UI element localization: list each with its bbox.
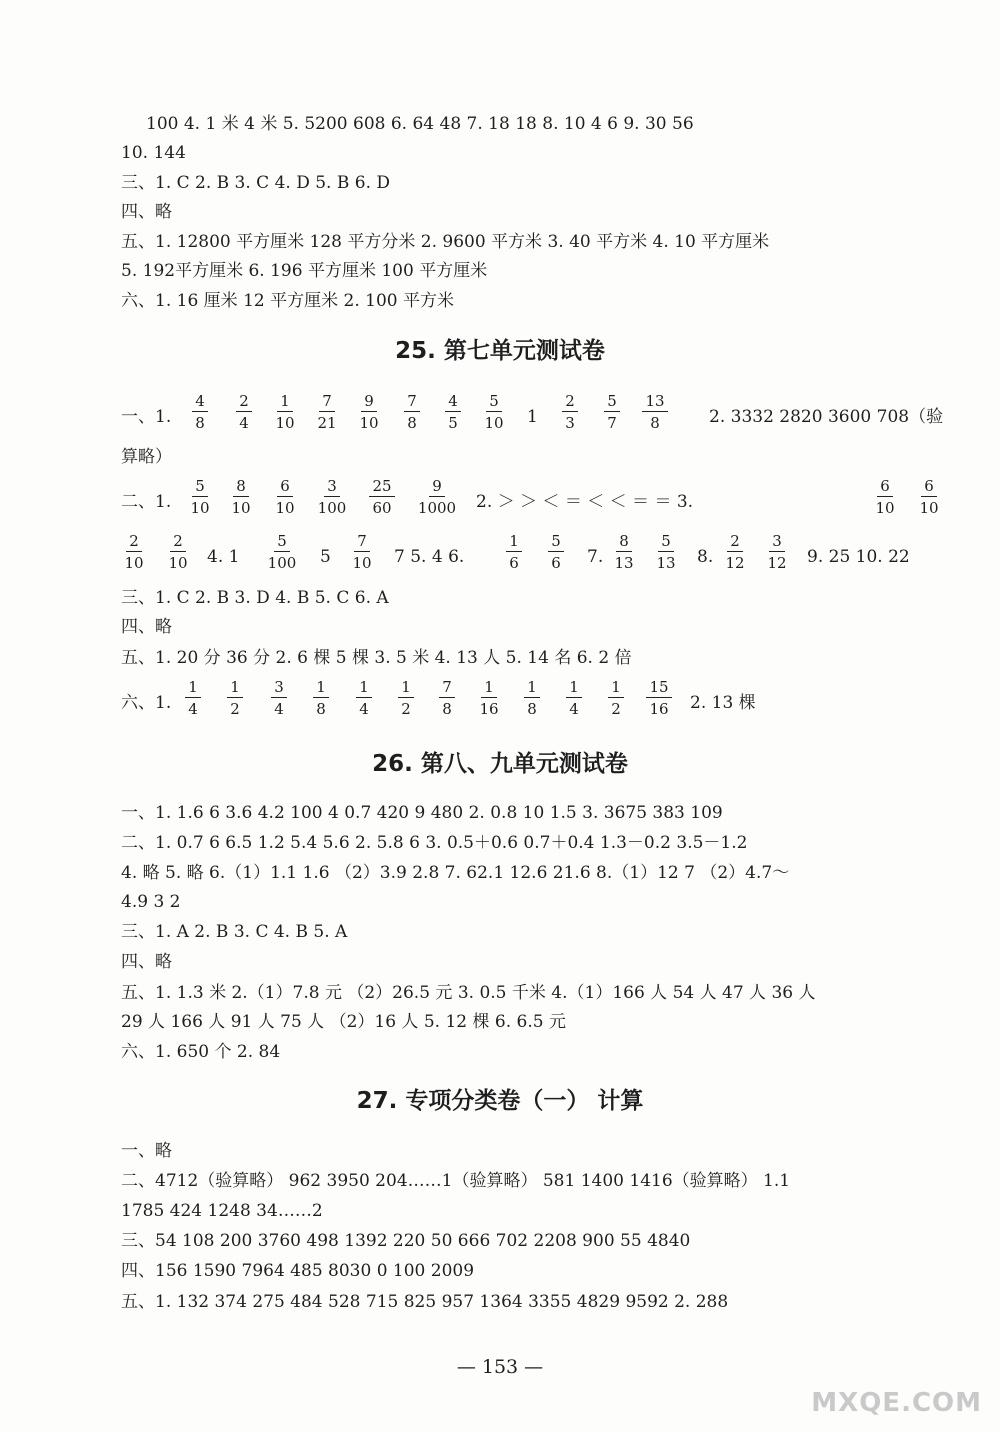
fraction-numerator: 7 — [439, 678, 455, 698]
fraction-numerator: 7 — [404, 392, 420, 412]
answer-line: 三、1. A 2. B 3. C 4. B 5. A — [121, 922, 348, 942]
fraction-numerator: 1 — [481, 678, 497, 698]
fraction-numerator: 4 — [445, 392, 461, 412]
answer-line: 五、1. 1.3 米 2.（1）7.8 元 （2）26.5 元 3. 0.5 千米 4.（1）166 人 54 人 47 人 36 人 — [121, 983, 816, 1003]
fraction — [365, 477, 399, 517]
answer-text: 7. — [587, 547, 604, 567]
fraction-numerator: 6 — [921, 477, 937, 497]
fraction-numerator: 1 — [277, 392, 293, 412]
fraction-numerator: 1 — [356, 678, 372, 698]
fraction-denominator: 13 — [614, 554, 634, 572]
fraction-denominator: 4 — [188, 700, 198, 718]
fraction-denominator: 16 — [479, 700, 499, 718]
answer-text: 2. ＞ ＞ ＜ ＝ ＜ ＜ ＝ ＝ 3. — [476, 492, 694, 512]
fraction — [176, 678, 210, 718]
fraction-denominator: 1000 — [417, 499, 457, 517]
answer-line: 五、1. 12800 平方厘米 128 平方分米 2. 9600 平方米 3. 40 平方米 4. 10 平方厘米 — [121, 232, 770, 252]
fraction-numerator: 7 — [354, 532, 370, 552]
fraction — [642, 678, 676, 718]
fraction-denominator: 8 — [650, 414, 660, 432]
fraction-denominator: 8 — [407, 414, 417, 432]
fraction-denominator: 10 — [875, 499, 895, 517]
fraction-denominator: 6 — [551, 554, 561, 572]
answer-line: 四、156 1590 7964 485 8030 0 100 2009 — [121, 1261, 475, 1281]
fraction-numerator: 2 — [170, 532, 186, 552]
answer-line: 六、1. 16 厘米 12 平方厘米 2. 100 平方米 — [121, 291, 454, 311]
answer-line: 四、略 — [121, 617, 172, 637]
fraction — [638, 392, 672, 432]
fraction-denominator: 10 — [484, 414, 504, 432]
fraction — [315, 477, 349, 517]
fraction-denominator: 8 — [195, 414, 205, 432]
fraction-numerator: 1 — [524, 678, 540, 698]
section-title: 27. 专项分类卷（一） 计算 — [356, 1088, 644, 1114]
fraction-denominator: 12 — [767, 554, 787, 572]
page-number: — 153 — — [456, 1356, 544, 1378]
fraction — [649, 532, 683, 572]
fraction-numerator: 1 — [185, 678, 201, 698]
answer-text: 2. 13 棵 — [690, 693, 756, 713]
fraction-denominator: 3 — [565, 414, 575, 432]
fraction-denominator: 60 — [372, 499, 392, 517]
answer-text: 8. — [697, 547, 714, 567]
watermark-logo: MXQE.COM — [811, 1388, 982, 1418]
fraction-numerator: 2 — [126, 532, 142, 552]
fraction — [183, 477, 217, 517]
answer-text: 1 — [527, 407, 538, 427]
fraction — [497, 532, 531, 572]
answer-line: 1785 424 1248 34……2 — [121, 1201, 323, 1221]
answer-line: 六、1. 650 个 2. 84 — [121, 1042, 281, 1062]
fraction-denominator: 8 — [316, 700, 326, 718]
answer-line: 三、1. C 2. B 3. D 4. B 5. C 6. A — [121, 588, 389, 608]
fraction-numerator: 1 — [398, 678, 414, 698]
fraction — [417, 477, 457, 517]
fraction-denominator: 2 — [401, 700, 411, 718]
fraction-denominator: 7 — [607, 414, 617, 432]
fraction — [515, 678, 549, 718]
answer-text: 4. 1 — [207, 547, 240, 567]
answer-line: 5. 192平方厘米 6. 196 平方厘米 100 平方厘米 — [121, 261, 488, 281]
fraction — [218, 678, 252, 718]
fraction-numerator: 5 — [274, 532, 290, 552]
fraction-numerator: 2 — [727, 532, 743, 552]
answer-line: 29 人 166 人 91 人 75 人 （2）16 人 5. 12 棵 6. 6.5 元 — [121, 1012, 566, 1032]
fraction-answer-row — [0, 530, 1000, 586]
answer-text: 9. 25 10. 22 — [807, 547, 910, 567]
fraction-denominator: 4 — [239, 414, 249, 432]
fraction — [262, 678, 296, 718]
fraction-numerator: 5 — [486, 392, 502, 412]
fraction-denominator: 6 — [509, 554, 519, 572]
fraction-denominator: 10 — [359, 414, 379, 432]
fraction-numerator: 1 — [506, 532, 522, 552]
fraction-denominator: 2 — [230, 700, 240, 718]
fraction-denominator: 10 — [124, 554, 144, 572]
fraction-answer-row — [0, 475, 1000, 531]
answer-text: 一、1. — [121, 407, 172, 427]
fraction — [268, 477, 302, 517]
answer-line: 三、54 108 200 3760 498 1392 220 50 666 702 2208 900 55 4840 — [121, 1231, 691, 1251]
fraction-numerator: 7 — [319, 392, 335, 412]
answer-text: 7 5. 4 6. — [394, 547, 465, 567]
fraction-numerator: 6 — [877, 477, 893, 497]
fraction — [268, 392, 302, 432]
section-title: 25. 第七单元测试卷 — [395, 338, 605, 364]
fraction-numerator: 1 — [313, 678, 329, 698]
answer-line: 五、1. 132 374 275 484 528 715 825 957 1364 3355 4829 9592 2. 288 — [121, 1292, 729, 1312]
fraction-numerator: 13 — [642, 392, 667, 412]
fraction-numerator: 5 — [548, 532, 564, 552]
fraction-denominator: 4 — [359, 700, 369, 718]
answer-line: 二、1. 0.7 6 6.5 1.2 5.4 5.6 2. 5.8 6 3. 0.5＋0.6 0.7＋0.4 1.3－0.2 3.5－1.2 — [121, 833, 748, 853]
fraction-numerator: 1 — [566, 678, 582, 698]
fraction-numerator: 5 — [192, 477, 208, 497]
answer-line: 10. 144 — [121, 143, 186, 163]
fraction-numerator: 1 — [227, 678, 243, 698]
fraction — [183, 392, 217, 432]
fraction-numerator: 25 — [369, 477, 394, 497]
fraction — [117, 532, 151, 572]
answer-line: 4.9 3 2 — [121, 892, 181, 912]
fraction — [912, 477, 946, 517]
answer-line: 四、略 — [121, 202, 172, 222]
answer-line: 五、1. 20 分 36 分 2. 6 棵 5 棵 3. 5 米 4. 13 人 5. 14 名 6. 2 倍 — [121, 648, 632, 668]
fraction — [477, 392, 511, 432]
fraction-denominator: 4 — [569, 700, 579, 718]
answer-line: 100 4. 1 米 4 米 5. 5200 608 6. 64 48 7. 18 18 8. 10 4 6 9. 30 56 — [146, 114, 694, 134]
fraction — [557, 678, 591, 718]
answer-line: 四、略 — [121, 952, 172, 972]
fraction-denominator: 10 — [919, 499, 939, 517]
fraction-numerator: 1 — [608, 678, 624, 698]
fraction — [553, 392, 587, 432]
answer-line: 一、略 — [121, 1141, 172, 1161]
fraction-numerator: 3 — [271, 678, 287, 698]
fraction-numerator: 3 — [324, 477, 340, 497]
fraction-denominator: 13 — [656, 554, 676, 572]
fraction — [161, 532, 195, 572]
fraction — [472, 678, 506, 718]
fraction-numerator: 3 — [769, 532, 785, 552]
fraction-denominator: 10 — [275, 414, 295, 432]
fraction — [310, 392, 344, 432]
fraction — [436, 392, 470, 432]
answer-line: 一、1. 1.6 6 3.6 4.2 100 4 0.7 420 9 480 2. 0.8 10 1.5 3. 3675 383 109 — [121, 803, 723, 823]
fraction — [868, 477, 902, 517]
fraction-numerator: 5 — [604, 392, 620, 412]
answer-line: 三、1. C 2. B 3. C 4. D 5. B 6. D — [121, 173, 391, 193]
fraction-numerator: 4 — [192, 392, 208, 412]
fraction-denominator: 8 — [527, 700, 537, 718]
fraction — [352, 392, 386, 432]
fraction-numerator: 9 — [361, 392, 377, 412]
fraction-denominator: 16 — [649, 700, 669, 718]
fraction — [304, 678, 338, 718]
answer-text: 二、1. — [121, 492, 172, 512]
fraction-numerator: 2 — [562, 392, 578, 412]
fraction-denominator: 2 — [611, 700, 621, 718]
fraction-numerator: 5 — [658, 532, 674, 552]
fraction — [599, 678, 633, 718]
fraction — [718, 532, 752, 572]
fraction — [227, 392, 261, 432]
fraction-denominator: 10 — [168, 554, 188, 572]
fraction-numerator: 2 — [236, 392, 252, 412]
fraction-denominator: 4 — [274, 700, 284, 718]
fraction-denominator: 100 — [317, 499, 347, 517]
answer-text: 六、1. — [121, 693, 172, 713]
fraction-denominator: 12 — [725, 554, 745, 572]
fraction — [224, 477, 258, 517]
answer-text: 5 — [320, 547, 331, 567]
fraction-denominator: 21 — [317, 414, 337, 432]
fraction-answer-row — [0, 390, 1000, 446]
fraction-denominator: 8 — [442, 700, 452, 718]
fraction-numerator: 9 — [429, 477, 445, 497]
fraction — [347, 678, 381, 718]
fraction — [345, 532, 379, 572]
fraction — [389, 678, 423, 718]
fraction-numerator: 8 — [233, 477, 249, 497]
fraction-denominator: 10 — [352, 554, 372, 572]
fraction-denominator: 100 — [267, 554, 297, 572]
fraction-denominator: 10 — [231, 499, 251, 517]
answer-line: 4. 略 5. 略 6.（1）1.1 1.6 （2）3.9 2.8 7. 62.1 12.6 21.6 8.（1）12 7 （2）4.7～ — [121, 863, 790, 883]
fraction-numerator: 8 — [616, 532, 632, 552]
fraction-numerator: 15 — [646, 678, 671, 698]
fraction — [595, 392, 629, 432]
fraction-denominator: 10 — [190, 499, 210, 517]
answer-line: 二、4712（验算略） 962 3950 204……1（验算略） 581 1400 1416（验算略） 1.1 — [121, 1171, 791, 1191]
fraction-answer-row — [0, 676, 1000, 732]
fraction — [395, 392, 429, 432]
answer-text: 2. 3332 2820 3600 708（验 — [709, 407, 944, 427]
fraction — [539, 532, 573, 572]
fraction — [760, 532, 794, 572]
fraction — [607, 532, 641, 572]
fraction-denominator: 5 — [448, 414, 458, 432]
fraction-denominator: 10 — [275, 499, 295, 517]
answer-line: 算略） — [121, 447, 172, 467]
fraction — [430, 678, 464, 718]
fraction — [265, 532, 299, 572]
fraction-numerator: 6 — [277, 477, 293, 497]
section-title: 26. 第八、九单元测试卷 — [372, 751, 628, 777]
